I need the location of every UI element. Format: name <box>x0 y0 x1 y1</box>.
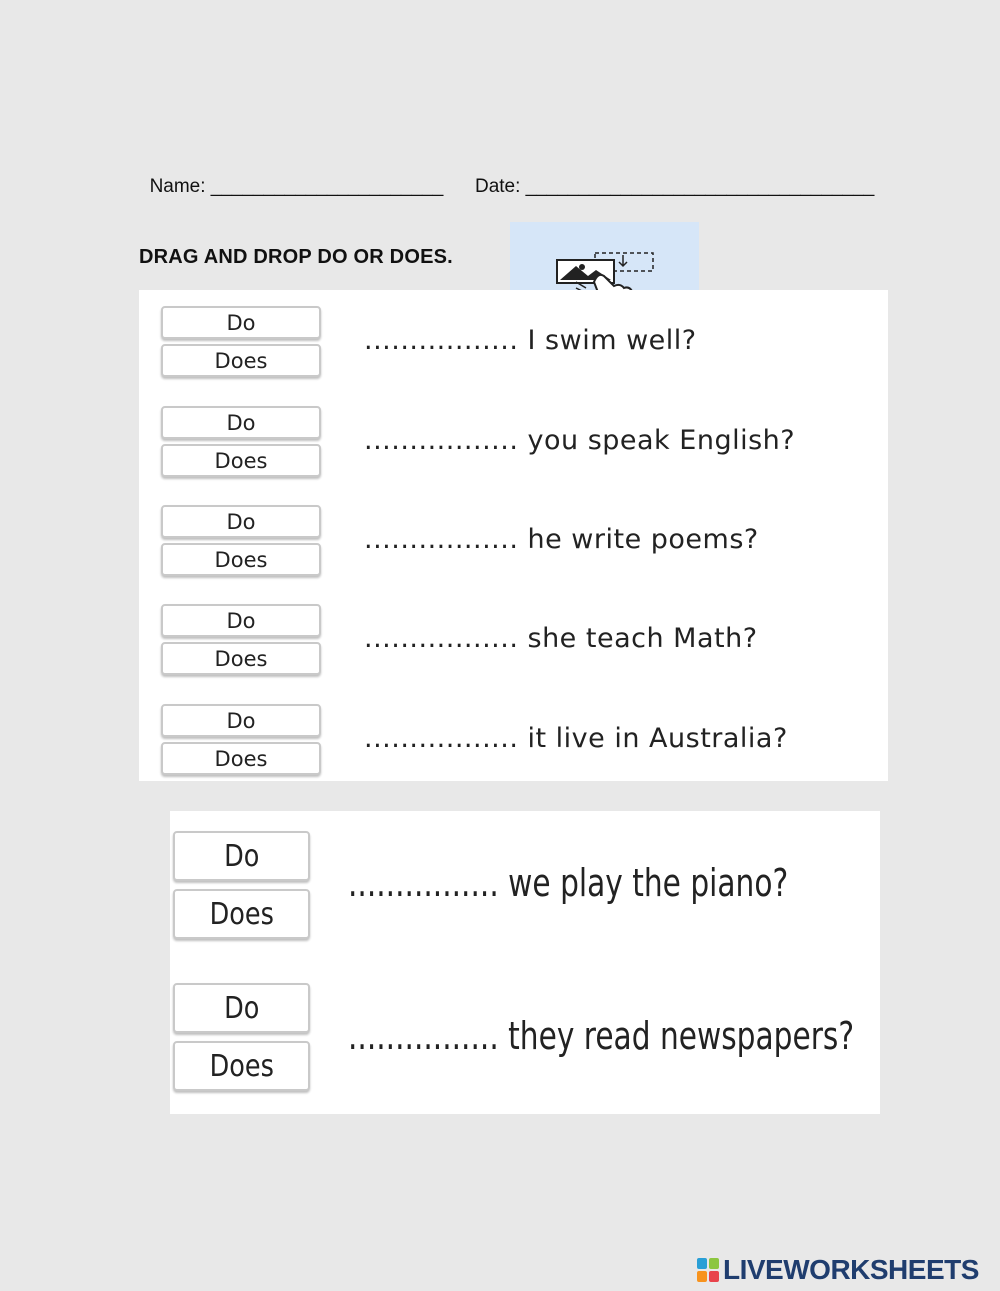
does-option[interactable]: Does <box>161 344 321 377</box>
instructions-title: DRAG AND DROP DO OR DOES. <box>139 246 453 268</box>
answer-blank[interactable]: ................. <box>364 524 519 555</box>
do-option[interactable]: Do <box>161 604 321 637</box>
sentence-text: she teach Math? <box>527 623 758 654</box>
brand-name: LIVEWORKSHEETS <box>723 1254 979 1285</box>
answer-blank[interactable]: ................ <box>348 1014 499 1058</box>
does-option[interactable]: Does <box>173 889 310 939</box>
do-option[interactable]: Do <box>161 406 321 439</box>
sentence-text: you speak English? <box>527 425 796 456</box>
answer-blank[interactable]: ................. <box>364 623 519 654</box>
sentence-7 <box>348 1014 997 1058</box>
liveworksheets-logo <box>697 1255 979 1285</box>
does-option[interactable]: Does <box>173 1041 310 1091</box>
sentence-text: I swim well? <box>527 325 697 356</box>
does-option[interactable]: Does <box>161 642 321 675</box>
sentence-1 <box>364 325 697 356</box>
does-option[interactable]: Does <box>161 543 321 576</box>
name-label: Name: ______________________ <box>149 176 444 197</box>
do-option[interactable]: Do <box>173 831 310 881</box>
date-label: Date: _________________________________ <box>474 176 875 197</box>
answer-blank[interactable]: ................. <box>364 325 519 356</box>
answer-blank[interactable]: ................. <box>364 723 519 754</box>
sentence-4 <box>364 623 758 654</box>
exercise-panel-1 <box>139 290 888 781</box>
sentence-5 <box>364 723 788 754</box>
do-option[interactable]: Do <box>173 983 310 1033</box>
does-option[interactable]: Does <box>161 444 321 477</box>
sentence-text: we play the piano? <box>508 861 789 905</box>
answer-blank[interactable]: ................. <box>364 425 519 456</box>
exercise-panel-2 <box>170 811 880 1114</box>
name-date-line <box>139 154 874 198</box>
sentence-2 <box>364 425 795 456</box>
sentence-text: it live in Australia? <box>527 723 788 754</box>
does-option[interactable]: Does <box>161 742 321 775</box>
logo-icon <box>697 1258 719 1282</box>
sentence-text: they read newspapers? <box>508 1014 855 1058</box>
do-option[interactable]: Do <box>161 306 321 339</box>
do-option[interactable]: Do <box>161 704 321 737</box>
answer-blank[interactable]: ................ <box>348 861 499 905</box>
do-option[interactable]: Do <box>161 505 321 538</box>
sentence-3 <box>364 524 759 555</box>
sentence-text: he write poems? <box>527 524 759 555</box>
sentence-6 <box>348 861 912 905</box>
